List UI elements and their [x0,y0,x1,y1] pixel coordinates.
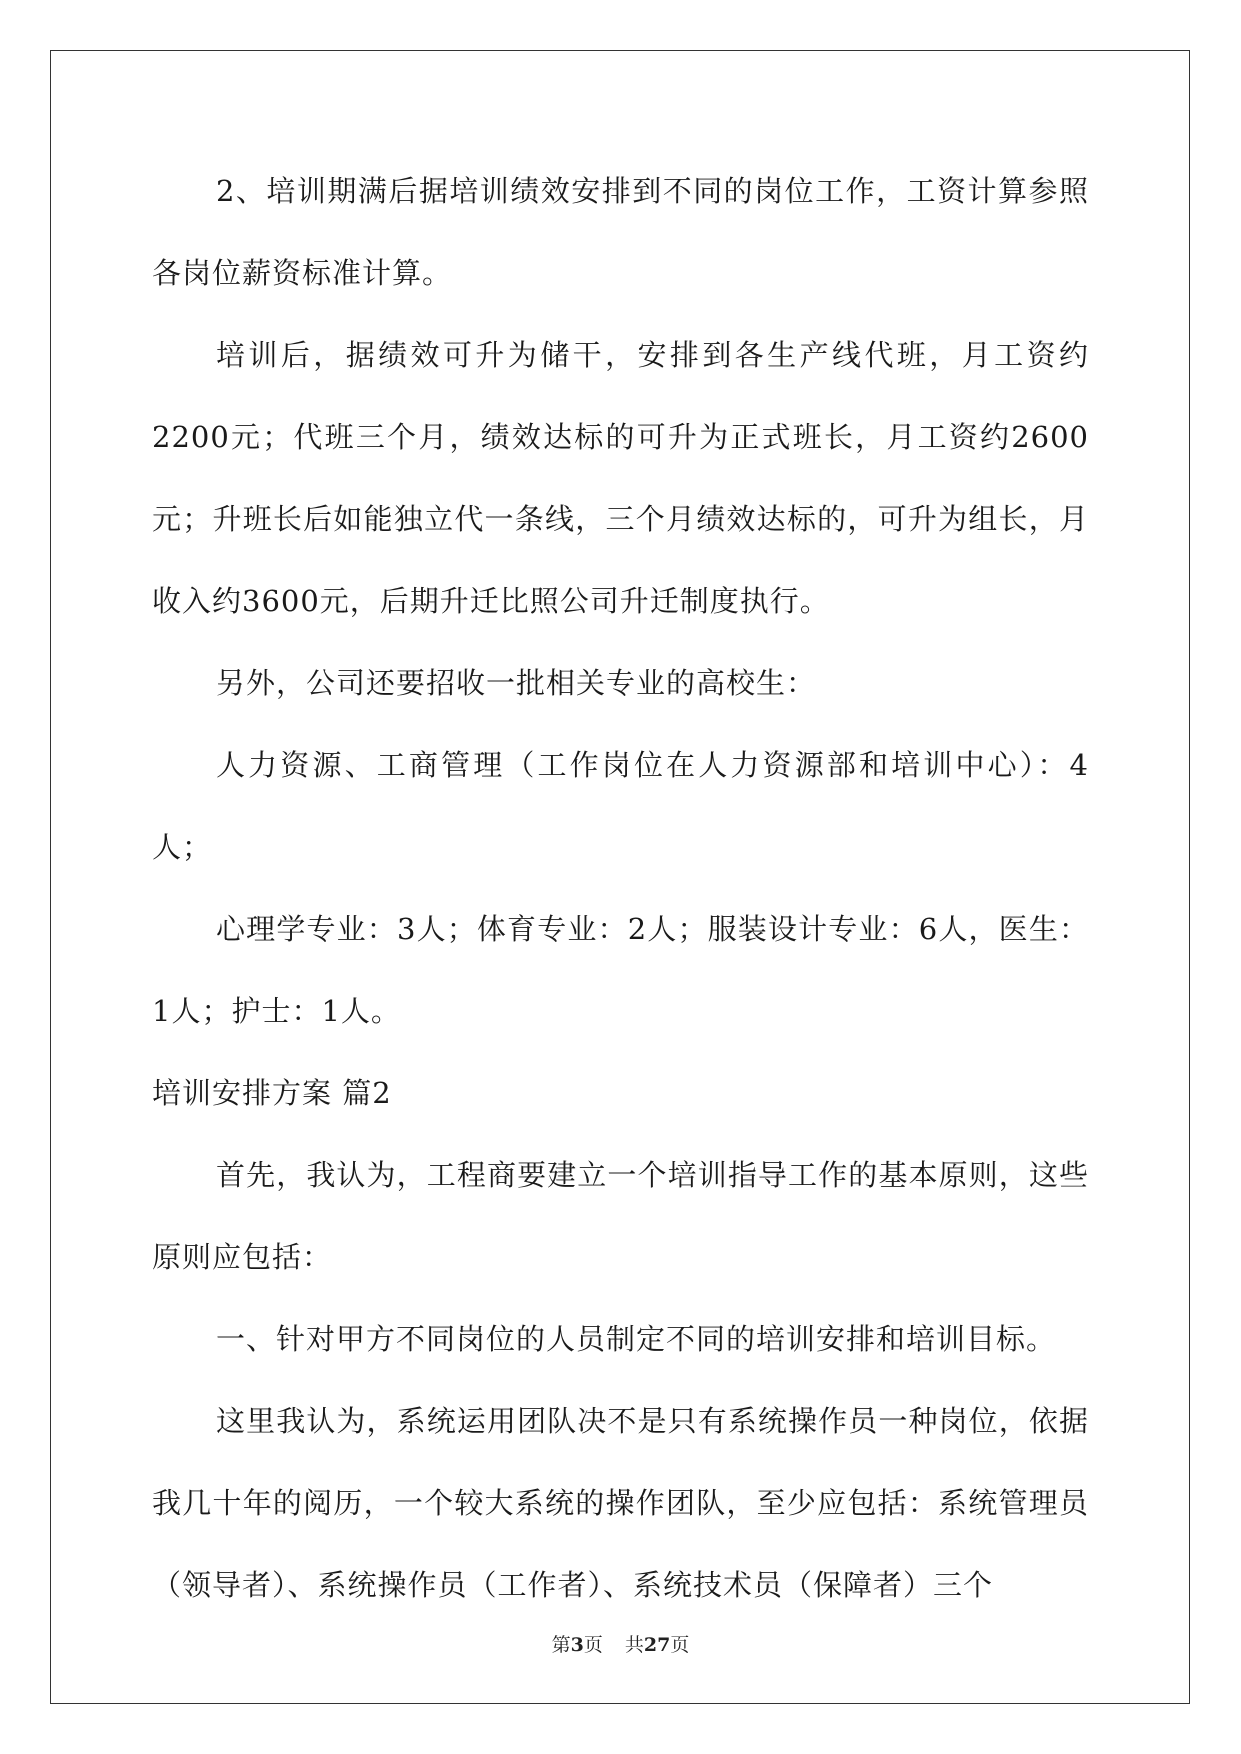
current-page-number: 3 [570,1634,584,1656]
paragraph-other-positions: 心理学专业：3人；体育专业：2人；服装设计专业：6人，医生：1人；护士：1人。 [152,912,1089,1028]
paragraph-basic-principles: 首先，我认为，工程商要建立一个培训指导工作的基本原则，这些原则应包括： [152,1158,1089,1274]
document-body [152,150,1089,1626]
footer-prefix: 第 [551,1634,571,1656]
paragraph-team-roles: 这里我认为，系统运用团队决不是只有系统操作员一种岗位，依据我几十年的阅历，一个较大系统的操作团队，至少应包括：系统管理员（领导者）、系统操作员（工作者）、系统技术员（保障者）三个 [152,1404,1089,1602]
paragraph-salary-calculation: 2、培训期满后据培训绩效安排到不同的岗位工作，工资计算参照各岗位薪资标准计算。 [152,174,1089,290]
total-pages-number: 27 [643,1634,671,1656]
page-footer [0,1630,1241,1657]
footer-total-prefix: 共 [624,1634,644,1656]
paragraph-promotion-path: 培训后，据绩效可升为储干，安排到各生产线代班，月工资约2200元；代班三个月，绩效达标的可升为正式班长，月工资约2600元；升班长后如能独立代一条线，三个月绩效达标的，可升为组长，月收入约3600元，后期升迁比照公司升迁制度执行。 [152,338,1089,618]
footer-total-unit: 页 [670,1634,690,1656]
paragraph-hr-positions: 人力资源、工商管理（工作岗位在人力资源部和培训中心）：4人； [152,748,1089,864]
footer-page-unit: 页 [583,1634,603,1656]
paragraph-principle-one: 一、针对甲方不同岗位的人员制定不同的培训安排和培训目标。 [216,1322,1057,1356]
paragraph-recruit-graduates: 另外，公司还要招收一批相关专业的高校生： [216,666,817,700]
section-heading: 培训安排方案 篇2 [152,1076,392,1110]
